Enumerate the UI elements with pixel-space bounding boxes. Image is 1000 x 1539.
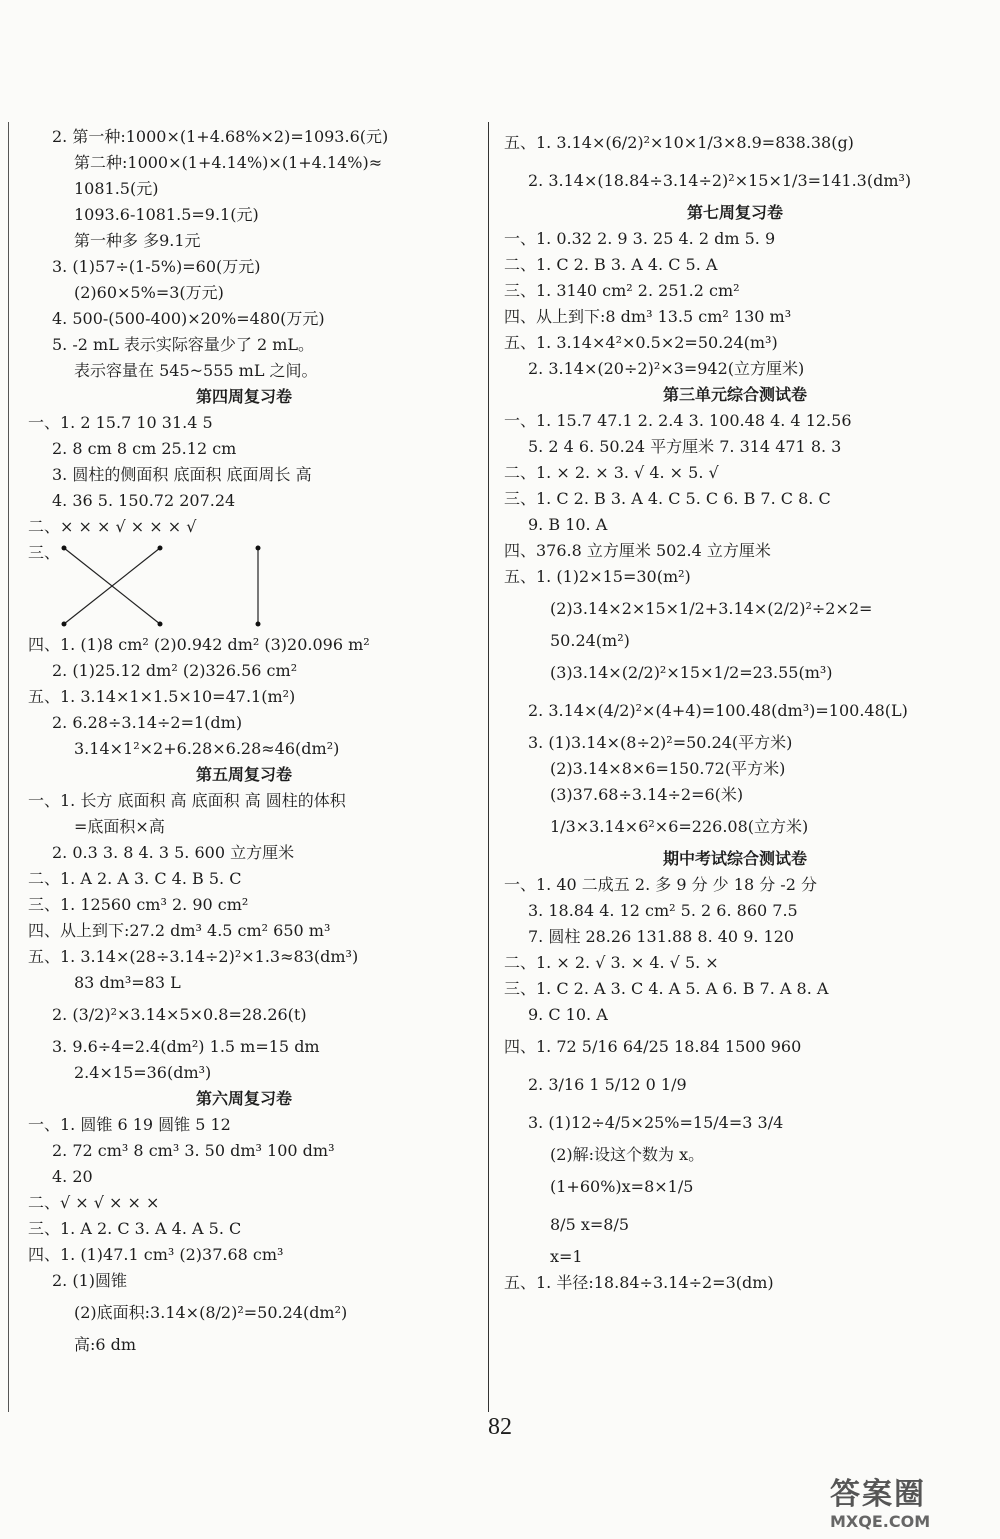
answer-line: 5. 2 4 6. 50.24 平方厘米 7. 314 471 8. 3 [528,437,842,456]
answer-line: (3)37.68÷3.14÷2=6(米) [550,785,744,804]
answer-line: 3. 18.84 4. 12 cm² 5. 2 6. 860 7.5 [528,901,798,920]
match-dot [256,546,261,551]
answer-line: 高:6 dm [74,1335,137,1354]
right-column [500,124,970,1296]
answer-line: 3. (1)57÷(1-5%)=60(万元) [52,257,261,276]
answer-line: 1081.5(元) [74,179,159,198]
answer-line: 4. 36 5. 150.72 207.24 [52,491,236,510]
section-title: 第三单元综合测试卷 [662,385,807,404]
answer-line: 四、1. (1)47.1 cm³ (2)37.68 cm³ [28,1245,284,1264]
answer-line: 2. 3.14×(18.84÷3.14÷2)²×15×1/3=141.3(dm³) [528,171,912,190]
answer-line: 二、1. C 2. B 3. A 4. C 5. A [504,255,718,274]
answer-line: 五、1. 半径:18.84÷3.14÷2=3(dm) [504,1273,774,1292]
answer-line: 四、376.8 立方厘米 502.4 立方厘米 [504,541,771,560]
answer-line: 五、1. 3.14×(6/2)²×10×1/3×8.9=838.38(g) [504,133,854,152]
answer-line: 2. 6.28÷3.14÷2=1(dm) [52,713,243,732]
answer-line: 9. C 10. A [528,1005,608,1024]
answer-line: 一、1. 圆锥 6 19 圆锥 5 12 [28,1115,231,1134]
answer-line: 三、1. 3140 cm² 2. 251.2 cm² [504,281,740,300]
answer-line: 三、1. C 2. A 3. C 4. A 5. A 6. B 7. A 8. A [504,979,829,998]
left-column [8,124,480,1358]
answer-line: 二、1. × 2. × 3. √ 4. × 5. √ [504,463,719,482]
answer-line: 五、1. (1)2×15=30(m²) [504,567,691,586]
answer-line: (2)解:设这个数为 x。 [550,1145,705,1164]
answer-line: =底面积×高 [74,817,165,836]
answer-line: 表示容量在 545~555 mL 之间。 [74,361,318,380]
match-dot [62,546,67,551]
answer-line: 一、1. 长方 底面积 高 底面积 高 圆柱的体积 [28,791,346,810]
answer-line: (2)60×5%=3(万元) [74,283,224,302]
answer-line: 3. (1)3.14×(8÷2)²=50.24(平方米) [528,733,793,752]
match-dot [256,622,261,627]
answer-line: 9. B 10. A [528,515,608,534]
answer-line: 五、1. 3.14×4²×0.5×2=50.24(m³) [504,333,778,352]
answer-line: 3. 圆柱的侧面积 底面积 底面周长 高 [52,465,312,484]
answer-line: 二、1. A 2. A 3. C 4. B 5. C [28,869,242,888]
answer-line: 二、√ × √ × × × [28,1193,160,1212]
watermark-url: MXQE.COM [830,1512,931,1531]
matching-diagram [8,540,480,632]
answer-line: 2. 72 cm³ 8 cm³ 3. 50 dm³ 100 dm³ [52,1141,335,1160]
answer-line: 2. 3.14×(20÷2)²×3=942(立方厘米) [528,359,805,378]
answer-line: 83 dm³=83 L [74,973,181,992]
answer-line: 二、× × × √ × × × √ [28,517,197,536]
answer-line: 一、1. 15.7 47.1 2. 2.4 3. 100.48 4. 4 12.56 [504,411,852,430]
answer-line: (2)3.14×2×15×1/2+3.14×(2/2)²÷2×2= [550,599,873,618]
answer-line: 1093.6-1081.5=9.1(元) [74,205,259,224]
watermark-logo [830,1478,990,1534]
answer-line: 3. (1)12÷4/5×25%=15/4=3 3/4 [528,1113,784,1132]
answer-line: 2. (3/2)²×3.14×5×0.8=28.26(t) [52,1005,307,1024]
answer-line: 2. 8 cm 8 cm 25.12 cm [52,439,237,458]
answer-line: 一、1. 40 二成五 2. 多 9 分 少 18 分 -2 分 [504,875,817,894]
answer-line: 8/5 x=8/5 [550,1215,630,1234]
answer-line: 四、1. (1)8 cm² (2)0.942 dm² (3)20.096 m² [28,635,370,654]
answer-line: 四、1. 72 5/16 64/25 18.84 1500 960 [504,1037,802,1056]
answer-line: 三、1. 12560 cm³ 2. 90 cm² [28,895,249,914]
match-dot [158,546,163,551]
section-title: 第六周复习卷 [195,1089,292,1108]
section-title: 第四周复习卷 [195,387,292,406]
match-dot [158,622,163,627]
answer-line: 四、从上到下:27.2 dm³ 4.5 cm² 650 m³ [28,921,331,940]
answer-line: 五、1. 3.14×(28÷3.14÷2)²×1.3≈83(dm³) [28,947,359,966]
answer-line: 7. 圆柱 28.26 131.88 8. 40 9. 120 [528,927,795,946]
answer-line: 二、1. × 2. √ 3. × 4. √ 5. × [504,953,719,972]
answer-line: (1+60%)x=8×1/5 [550,1177,694,1196]
matching-lines [48,540,348,632]
answer-line: 3. 9.6÷4=2.4(dm²) 1.5 m=15 dm [52,1037,320,1056]
answer-line: (2)3.14×8×6=150.72(平方米) [550,759,786,778]
answer-line: 一、1. 2 15.7 10 31.4 5 [28,413,213,432]
answer-line: 2.4×15=36(dm³) [74,1063,212,1082]
answer-line: 三、1. A 2. C 3. A 4. A 5. C [28,1219,242,1238]
section-title: 第五周复习卷 [195,765,292,784]
watermark-title: 答案圈 [830,1477,926,1512]
answer-line: 2. 第一种:1000×(1+4.68%×2)=1093.6(元) [52,127,389,146]
answer-line: 1/3×3.14×6²×6=226.08(立方米) [550,817,809,836]
answer-line: 2. 3.14×(4/2)²×(4+4)=100.48(dm³)=100.48(L) [528,701,908,720]
answer-line: 50.24(m²) [550,631,630,650]
answer-line: 第二种:1000×(1+4.14%)×(1+4.14%)≈ [74,153,383,172]
answer-line: 4. 500-(500-400)×20%=480(万元) [52,309,325,328]
answer-line: 5. -2 mL 表示实际容量少了 2 mL。 [52,335,315,354]
answer-line: 四、从上到下:8 dm³ 13.5 cm² 130 m³ [504,307,792,326]
answer-line: 2. (1)25.12 dm² (2)326.56 cm² [52,661,298,680]
answer-line: 2. 0.3 3. 8 4. 3 5. 600 立方厘米 [52,843,295,862]
answer-line: 3.14×1²×2+6.28×6.28≈46(dm²) [74,739,340,758]
answer-line: (3)3.14×(2/2)²×15×1/2=23.55(m³) [550,663,833,682]
section-title: 期中考试综合测试卷 [662,849,807,868]
answer-line: 一、1. 0.32 2. 9 3. 25 4. 2 dm 5. 9 [504,229,776,248]
answer-line: 五、1. 3.14×1×1.5×10=47.1(m²) [28,687,296,706]
match-dot [62,622,67,627]
answer-line: 三、1. C 2. B 3. A 4. C 5. C 6. B 7. C 8. C [504,489,831,508]
answer-line: 4. 20 [52,1167,93,1186]
answer-line: 第一种多 多9.1元 [74,231,201,250]
answer-line: (2)底面积:3.14×(8/2)²=50.24(dm²) [74,1303,348,1322]
page-number: 82 [488,1414,512,1440]
diagram-label: 三、 [28,543,61,562]
column-divider [488,122,489,1412]
answer-line: 2. (1)圆锥 [52,1271,128,1290]
answer-line: 2. 3/16 1 5/12 0 1/9 [528,1075,687,1094]
section-title: 第七周复习卷 [686,203,783,222]
answer-line: x=1 [550,1247,583,1266]
